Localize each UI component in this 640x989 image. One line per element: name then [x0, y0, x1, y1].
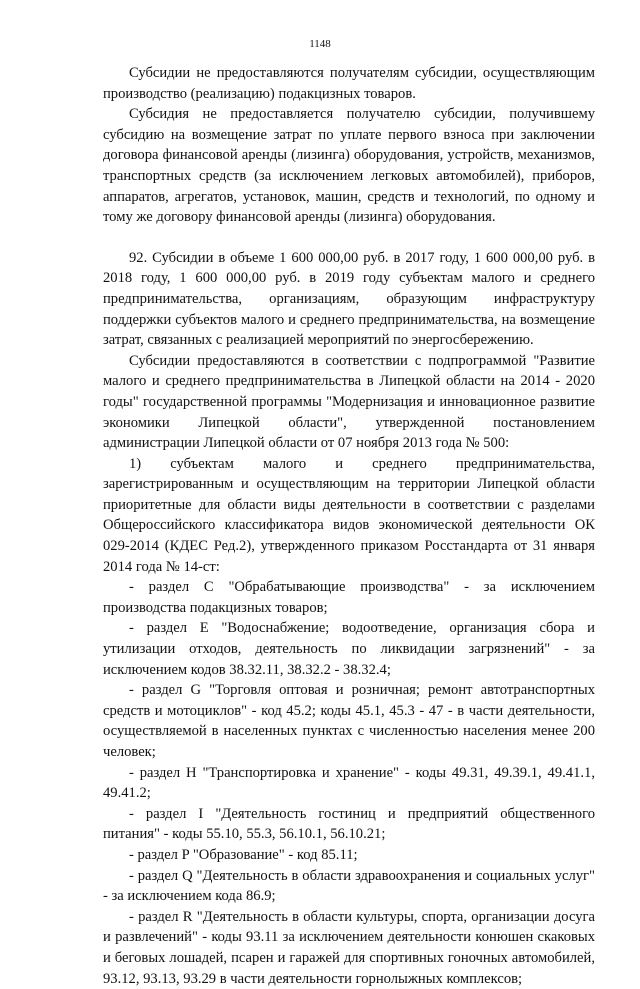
- document-body: [103, 63, 595, 989]
- paragraph: Субсидия не предоставляется получателю субсидии, получившему субсидию на возмещение затрат по уплате первого взноса при заключении договора финансовой аренды (лизинга) оборудования, устройств, механизмов, транспортных средств (за исключением легковых автомобилей), приборов, аппаратов, агрегатов, установок, машин, средств и технологий, по одному и тому же договору финансовой аренды (лизинга) оборудования.: [103, 106, 595, 226]
- list-item: - раздел E "Водоснабжение; водоотведение, организация сбора и утилизации отходов, деятельность по ликвидации загрязнений" - за исключением кодов 38.32.11, 38.32.2 - 38.32.4;: [103, 620, 595, 678]
- paragraph: Субсидии не предоставляются получателям субсидии, осуществляющим производство (реализацию) подакцизных товаров.: [103, 65, 595, 102]
- paragraph: 1) субъектам малого и среднего предпринимательства, зарегистрированным и осуществляющим на территории Липецкой области приоритетные для области виды деятельности в соответствии с разделами Общероссийского классификатора видов экономической деятельности ОК 029-2014 (КДЕС Ред.2), утвержденного приказом Росстандарта от 31 января 2014 года № 14-ст:: [103, 455, 595, 575]
- list-item: - раздел I "Деятельность гостиниц и предприятий общественного питания" - коды 55.10, 55.3, 56.10.1, 56.10.21;: [103, 805, 595, 843]
- paragraph: 92. Субсидии в объеме 1 600 000,00 руб. в 2017 году, 1 600 000,00 руб. в 2018 году, 1 600 000,00 руб. в 2019 году субъектам малого и среднего предпринимательства, организациям, образующим инфраструктуру поддержки субъектов малого и среднего предпринимательства, на возмещение затрат, связанных с реализацией мероприятий по энергосбережению.: [103, 249, 595, 349]
- paragraph-spacer: [103, 228, 595, 248]
- list-item: - раздел C "Обрабатывающие производства" - за исключением производства подакцизных товаров;: [103, 579, 595, 616]
- paragraph: Субсидии предоставляются в соответствии с подпрограммой "Развитие малого и среднего предпринимательства в Липецкой области на 2014 - 2020 годы" государственной программы "Модернизация и инновационное развитие экономики Липецкой области", утвержденной постановлением администрации Липецкой области от 07 ноября 2013 года № 500:: [103, 352, 595, 452]
- list-item: - раздел R "Деятельность в области культуры, спорта, организации досуга и развлечений" - коды 93.11 за исключением деятельности конюшен скаковых и беговых лошадей, псарен и гаражей для спортивных гоночных автомобилей, 93.12, 93.13, 93.29 в части деятельности горнолыжных комплексов;: [103, 908, 595, 987]
- list-item: - раздел H "Транспортировка и хранение" - коды 49.31, 49.39.1, 49.41.1, 49.41.2;: [103, 764, 595, 802]
- list-item: - раздел G "Торговля оптовая и розничная; ремонт автотранспортных средств и мотоциклов" - код 45.2; коды 45.1, 45.3 - 47 - в части деятельности, осуществляемой в населенных пунктах с численностью населения менее 200 человек;: [103, 682, 595, 760]
- list-item: - раздел Q "Деятельность в области здравоохранения и социальных услуг" - за исключением кода 86.9;: [103, 867, 595, 905]
- list-item: - раздел P "Образование" - код 85.11;: [129, 846, 358, 863]
- page-number: 1148: [309, 38, 331, 50]
